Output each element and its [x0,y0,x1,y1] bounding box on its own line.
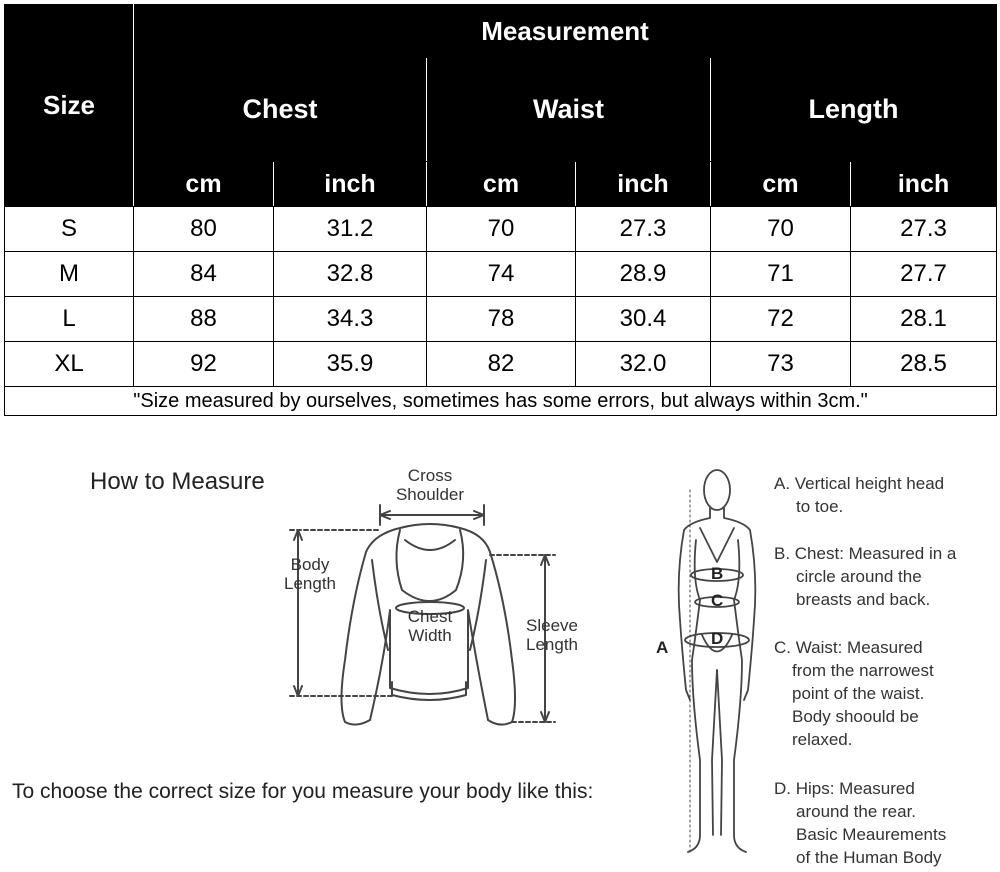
value-cell: 82 [427,342,576,387]
measure-instruction: To choose the correct size for you measure your body like this: [12,780,594,803]
table-row [5,342,997,387]
how-to-measure-title: How to Measure [90,468,265,495]
legend-item-b: B. Chest: Measured in a circle around the breasts and back. [774,544,957,609]
value-cell: 27.3 [851,207,997,252]
value-cell: 92 [134,342,274,387]
table-row [5,207,997,252]
legend-item-c: C. Waist: Measured from the narrowest point of the waist. Body shoould be relaxed. [774,638,934,749]
chest-header: Chest [134,58,427,162]
value-cell: 31.2 [274,207,427,252]
value-cell: 80 [134,207,274,252]
value-cell: 78 [427,297,576,342]
cross-shoulder-label: Cross Shoulder [395,466,465,504]
chest-width-label: Chest Width [407,607,453,645]
size-chart-table [4,4,997,416]
body-length-label: Body Length [284,555,336,593]
size-cell: L [5,297,134,342]
unit-header: cm [427,162,576,207]
size-header: Size [5,5,134,207]
value-cell: 84 [134,252,274,297]
marker-c: C [711,591,724,610]
legend-item-d: D. Hips: Measured around the rear. Basic Meaurements of the Human Body [774,779,947,867]
value-cell: 73 [711,342,851,387]
unit-header: cm [134,162,274,207]
value-cell: 88 [134,297,274,342]
human-body-diagram [640,460,770,870]
value-cell: 27.3 [576,207,711,252]
cross-shoulder-arrow-icon [380,505,484,525]
value-cell: 72 [711,297,851,342]
value-cell: 28.5 [851,342,997,387]
table-row [5,252,997,297]
value-cell: 35.9 [274,342,427,387]
waist-header: Waist [427,58,711,162]
value-cell: 30.4 [576,297,711,342]
unit-header: inch [576,162,711,207]
value-cell: 32.0 [576,342,711,387]
value-cell: 32.8 [274,252,427,297]
unit-header: cm [711,162,851,207]
value-cell: 74 [427,252,576,297]
legend-item-a: A. Vertical height head to toe. [774,474,945,516]
unit-header: inch [274,162,427,207]
sleeve-length-label: Sleeve Length [526,616,578,654]
value-cell: 28.1 [851,297,997,342]
marker-a: A [656,638,669,657]
measurement-header: Measurement [134,5,997,58]
table-row [5,297,997,342]
value-cell: 71 [711,252,851,297]
size-cell: M [5,252,134,297]
length-header: Length [711,58,997,162]
value-cell: 70 [427,207,576,252]
size-cell: S [5,207,134,252]
value-cell: 34.3 [274,297,427,342]
measurement-note: "Size measured by ourselves, sometimes has some errors, but always within 3cm." [5,387,997,416]
size-cell: XL [5,342,134,387]
value-cell: 28.9 [576,252,711,297]
marker-b: B [711,564,724,583]
value-cell: 70 [711,207,851,252]
marker-d: D [711,629,724,648]
value-cell: 27.7 [851,252,997,297]
unit-header: inch [851,162,997,207]
